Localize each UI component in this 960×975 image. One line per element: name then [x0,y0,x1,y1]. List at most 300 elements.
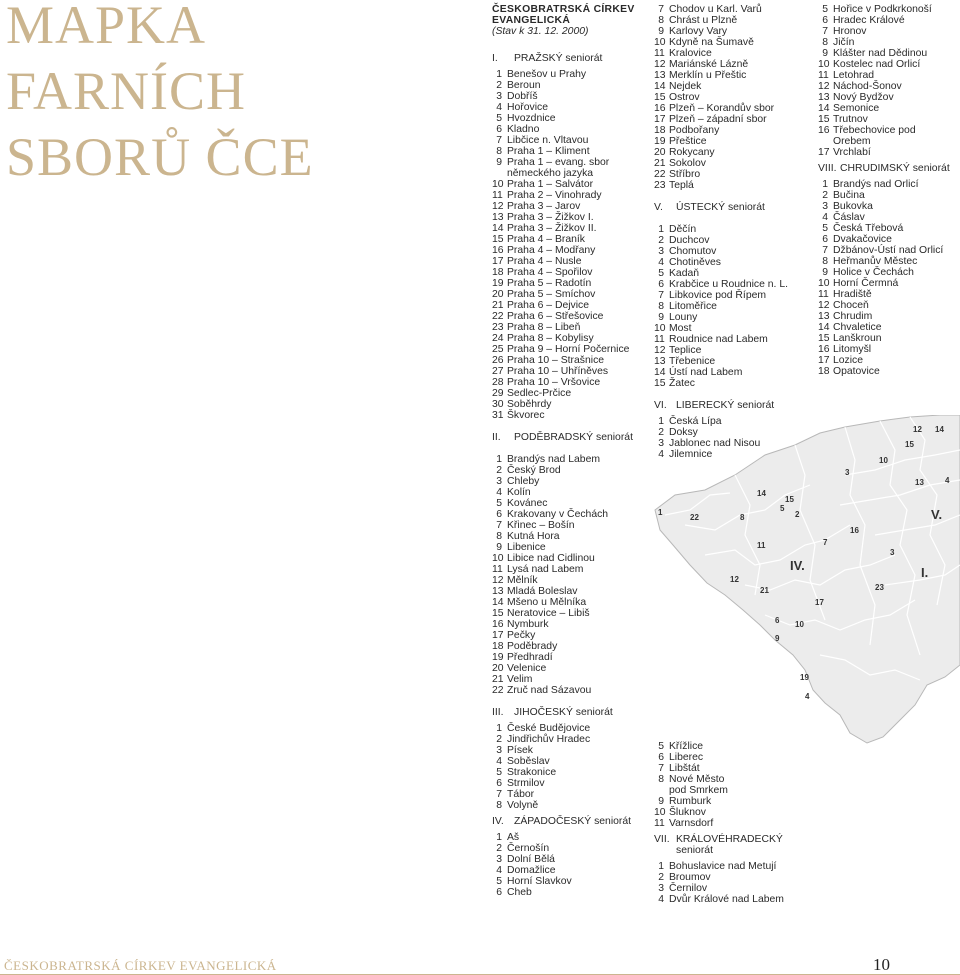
list-item [492,465,652,476]
item-name: Rokycany [669,147,715,158]
list-item [492,333,652,344]
item-name: Nový Bydžov [833,92,894,103]
item-name: Cheb [507,887,532,898]
list-item [818,245,960,256]
item-name: Libkovice pod Řípem [669,290,767,301]
item-name: Broumov [669,872,711,883]
item-name: Dvakačovice [833,234,892,245]
item-number: 15 [818,333,830,344]
list-item [654,872,819,883]
list-item [492,322,652,333]
item-name: Duchcov [669,235,710,246]
list-item [818,70,960,81]
map-label: 12 [730,575,739,584]
item-name: Přeštice [669,136,707,147]
seniorat-heading-1: I. PRAŽSKÝ seniorát [492,53,603,64]
item-name: Praha 4 – Spořilov [507,267,593,278]
list-item [492,553,652,564]
list-item [654,290,819,301]
item-number: 3 [496,476,502,487]
item-number: 11 [818,289,829,300]
item-name: Zruč nad Sázavou [507,685,592,696]
item-name: Hořice v Podkrkonoší [833,4,932,15]
list-item [492,630,652,641]
list-item [818,179,960,190]
item-name: Karlovy Vary [669,26,728,37]
item-number: 21 [492,300,504,311]
item-number: 15 [492,608,504,619]
map-label: 10 [879,456,888,465]
item-number: 6 [496,124,502,135]
item-number: 5 [658,268,664,279]
item-number: 7 [496,135,502,146]
item-number: 5 [496,113,502,124]
item-number: 9 [822,267,828,278]
list-item [818,256,960,267]
item-name: Liberec [669,752,704,763]
item-name: Podbořany [669,125,720,136]
item-number: 15 [492,234,504,245]
list-item [492,454,652,465]
list-item [654,224,819,235]
item-number: 8 [822,256,828,267]
item-name: Česká Třebová [833,223,904,234]
item-name: Teplice [669,345,702,356]
item-number: 4 [496,756,502,767]
status-date: (Stav k 31. 12. 2000) [492,26,589,37]
list-item [492,487,652,498]
item-name: Praha 3 – Žižkov I. [507,212,594,223]
church-name-line2: EVANGELICKÁ [492,15,571,26]
item-number: 12 [818,300,830,311]
item-name: Šluknov [669,807,706,818]
item-name: Černošín [507,843,550,854]
item-number: 31 [492,410,504,421]
item-name: Kovánec [507,498,548,509]
item-number: 7 [658,763,664,774]
list-item [492,832,652,843]
list-item [818,322,960,333]
item-number: 23 [492,322,504,333]
item-number: 13 [654,70,666,81]
item-name: Heřmanův Městec [833,256,918,267]
item-number: 7 [822,245,828,256]
list-item [654,356,819,367]
list-item [492,865,652,876]
list-item [492,256,652,267]
item-name: Orebem [833,136,871,147]
item-name: Praha 1 – Kliment [507,146,590,157]
item-name: Praha 10 – Uhříněves [507,366,609,377]
list-item [492,564,652,575]
item-name: Poděbrady [507,641,558,652]
item-number: 1 [658,861,664,872]
list-s1 [492,69,652,421]
item-number: 4 [658,449,664,460]
item-name: Jindřichův Hradec [507,734,591,745]
list-item [654,345,819,356]
list-item [654,301,819,312]
list-item [818,37,960,48]
item-number: 6 [658,752,664,763]
list-item [654,818,819,829]
item-name: Libčice n. Vltavou [507,135,589,146]
map-label: 1 [658,508,663,517]
item-number: 16 [654,103,666,114]
item-number: 1 [496,832,502,843]
item-number: 19 [492,278,504,289]
item-name: Praha 6 – Dejvice [507,300,590,311]
map-label: 22 [690,513,699,522]
footer-church-name: ČESKOBRATRSKÁ CÍRKEV EVANGELICKÁ [4,958,277,973]
item-name: Doksy [669,427,698,438]
item-name: Jablonec nad Nisou [669,438,761,449]
seniorat-heading-7-line2: seniorát [676,845,713,856]
list-item [654,257,819,268]
item-number: 6 [822,15,828,26]
list-item [654,70,819,81]
item-name: Litoměřice [669,301,717,312]
item-number: 20 [492,663,504,674]
list-item [492,157,652,168]
item-name: Velim [507,674,533,685]
item-name: Náchod-Šonov [833,81,902,92]
item-name: Hradec Králové [833,15,905,26]
item-name: Plzeň – Korandův sbor [669,103,775,114]
item-name: Chrást u Plzně [669,15,738,26]
list-item [492,597,652,608]
item-name: Mladá Boleslav [507,586,578,597]
column-1 [492,4,652,898]
map-label: 15 [905,440,914,449]
item-number: 10 [818,278,830,289]
list-item [492,344,652,355]
list-s7b [818,4,960,158]
item-number: 10 [492,179,504,190]
list-item [818,59,960,70]
item-name: Litomyšl [833,344,872,355]
map-label: 19 [800,673,809,682]
item-name: Tábor [507,789,535,800]
item-name: Choceň [833,300,869,311]
item-name: Lozice [833,355,864,366]
item-number: 7 [658,290,664,301]
item-number: 1 [822,179,828,190]
item-number: 4 [496,865,502,876]
item-number: 17 [492,256,504,267]
item-name: Děčín [669,224,697,235]
list-s2 [492,454,652,696]
item-number: 11 [654,818,665,829]
item-name: Chodov u Karl. Varů [669,4,762,15]
item-name: Předhradí [507,652,553,663]
item-name: Horní Slavkov [507,876,572,887]
item-number: 10 [654,323,666,334]
item-name: Škvorec [507,410,545,421]
item-number: 18 [492,267,504,278]
item-name: Strakonice [507,767,557,778]
list-item [492,685,652,696]
item-name: Mělník [507,575,538,586]
item-name: Dobříš [507,91,538,102]
list-s8 [818,179,960,377]
item-number: 11 [654,334,665,345]
list-item [654,807,819,818]
item-name: Chvaletice [833,322,882,333]
item-number: 2 [658,872,664,883]
map-label: 12 [913,425,922,434]
item-number: 11 [818,70,829,81]
item-name: Praha 9 – Horní Počernice [507,344,630,355]
map-label: 11 [757,541,766,550]
item-number: 14 [492,223,504,234]
map-label: 2 [795,510,800,519]
item-number: 16 [492,619,504,630]
list-item [654,752,819,763]
list-item [492,113,652,124]
list-item [818,201,960,212]
item-name: Nejdek [669,81,702,92]
list-item [492,377,652,388]
map-label: 3 [845,468,850,477]
item-number: 18 [818,366,830,377]
list-item [818,103,960,114]
item-name: Křížlice [669,741,704,752]
list-item [654,894,819,905]
item-name: Volyně [507,800,539,811]
map-label: 15 [785,495,794,504]
item-number: 9 [658,796,664,807]
item-name: Chomutov [669,246,717,257]
list-item [492,520,652,531]
item-number: 23 [654,180,666,191]
item-number: 18 [492,641,504,652]
item-number: 21 [492,674,504,685]
list-s4 [492,832,652,898]
item-name: Třebenice [669,356,716,367]
list-item [818,355,960,366]
map-label: 14 [935,425,944,434]
item-name: Sokolov [669,158,706,169]
item-number: 16 [818,125,830,136]
item-number: 2 [658,427,664,438]
item-number: 1 [496,454,502,465]
list-item [492,476,652,487]
item-name: Brandýs nad Labem [507,454,600,465]
item-number: 1 [658,224,664,235]
list-item [654,323,819,334]
seniorat-heading-3: III. JIHOČESKÝ seniorát [492,707,613,718]
list-item [492,80,652,91]
item-number: 20 [492,289,504,300]
item-name: pod Smrkem [669,785,728,796]
list-item [654,59,819,70]
item-number: 14 [654,81,666,92]
list-item [492,300,652,311]
item-number: 10 [654,807,666,818]
item-name: Žatec [669,378,695,389]
list-item [818,190,960,201]
list-item [654,158,819,169]
list-item [818,81,960,92]
item-name: Český Brod [507,465,561,476]
map-label: 21 [760,586,769,595]
item-name: Černilov [669,883,708,894]
list-item [492,410,652,421]
item-name: Praha 8 – Kobylisy [507,333,594,344]
list-item [492,355,652,366]
item-number: 5 [496,876,502,887]
item-name: Praha 2 – Vinohrady [507,190,602,201]
list-item [654,136,819,147]
list-item [492,854,652,865]
item-name: Třebechovice pod [833,125,916,136]
list-item [654,279,819,290]
list-item [654,246,819,257]
list-item [654,48,819,59]
item-name: Stříbro [669,169,701,180]
list-item [492,531,652,542]
item-number: 12 [654,59,666,70]
item-name: Strmilov [507,778,545,789]
item-number: 8 [658,15,664,26]
item-number: 7 [496,520,502,531]
list-item [654,180,819,191]
item-number: 7 [658,4,664,15]
list-item [818,92,960,103]
item-number: 1 [496,69,502,80]
list-item [492,190,652,201]
item-name: Vrchlabí [833,147,871,158]
item-name: Varnsdorf [669,818,714,829]
item-name: Praha 3 – Jarov [507,201,581,212]
title-line-3: SBORŮ ČCE [6,127,314,187]
list-item [492,278,652,289]
item-number: 17 [654,114,666,125]
list-item [654,796,819,807]
list-item [818,344,960,355]
list-item [654,378,819,389]
map-region-label-i: I. [921,565,929,580]
church-name-line1: ČESKOBRATRSKÁ CÍRKEV [492,4,635,15]
item-name: Beroun [507,80,541,91]
map-label: 6 [775,616,780,625]
item-name: Sedlec-Prčice [507,388,572,399]
list-s3 [492,723,652,811]
item-number: 11 [492,564,503,575]
item-number: 27 [492,366,504,377]
list-item [492,619,652,630]
item-number: 4 [496,102,502,113]
list-item [818,147,960,158]
list-item [492,734,652,745]
item-name: Praha 3 – Žižkov II. [507,223,597,234]
item-number: 8 [496,800,502,811]
item-number: 13 [818,311,830,322]
list-item [654,763,819,774]
list-item [492,289,652,300]
item-number: 30 [492,399,504,410]
list-item [492,234,652,245]
item-number: 15 [818,114,830,125]
list-s5 [654,224,819,389]
item-name: Kdyně na Šumavě [669,37,754,48]
page-number: 10 [873,955,890,974]
item-name: Praha 10 – Strašnice [507,355,605,366]
item-number: 3 [658,883,664,894]
item-number: 17 [818,147,830,158]
item-name: Lysá nad Labem [507,564,584,575]
item-number: 13 [492,586,504,597]
item-name: německého jazyka [507,168,594,179]
item-number: 17 [492,630,504,641]
map-label: 8 [740,513,745,522]
list-item [654,81,819,92]
item-name: Praha 6 – Střešovice [507,311,604,322]
item-number: 13 [654,356,666,367]
column-2 [654,4,819,460]
list-item [492,212,652,223]
item-number: 3 [658,246,664,257]
list-item [492,388,652,399]
item-name: Semonice [833,103,880,114]
list-item [818,289,960,300]
item-name: Mšeno u Mělníka [507,597,587,608]
list-item [818,300,960,311]
item-number: 22 [492,685,504,696]
seniorat-heading-2: II. PODĚBRADSKÝ seniorát [492,432,633,443]
item-number: 3 [822,201,828,212]
list-item [818,278,960,289]
item-name: Klášter nad Dědinou [833,48,928,59]
list-item [654,861,819,872]
list-item [492,745,652,756]
item-number: 2 [496,465,502,476]
item-name: Horní Čermná [833,278,899,289]
item-name: Hvozdnice [507,113,556,124]
list-item [492,366,652,377]
item-name: Chleby [507,476,540,487]
column-2-bottom [654,741,819,905]
list-s7 [654,861,819,905]
item-name: Nové Město [669,774,725,785]
list-item [818,234,960,245]
item-number: 4 [658,894,664,905]
item-number: 9 [658,26,664,37]
item-name: Písek [507,745,533,756]
list-item [492,586,652,597]
item-name: Džbánov-Ústí nad Orlicí [833,245,944,256]
map-label: 9 [775,634,780,643]
item-number: 9 [658,312,664,323]
item-name: Krakovany v Čechách [507,509,609,520]
item-number: 8 [496,146,502,157]
item-number: 15 [654,378,666,389]
item-number: 5 [822,223,828,234]
item-number: 11 [492,190,503,201]
item-number: 14 [654,367,666,378]
item-name: Hronov [833,26,867,37]
item-name: Nymburk [507,619,549,630]
item-number: 14 [818,103,830,114]
list-item [492,245,652,256]
item-number: 5 [658,741,664,752]
item-number: 8 [496,531,502,542]
list-item [654,103,819,114]
list-item [654,114,819,125]
item-number: 13 [492,212,504,223]
item-name: Praha 5 – Radotín [507,278,592,289]
